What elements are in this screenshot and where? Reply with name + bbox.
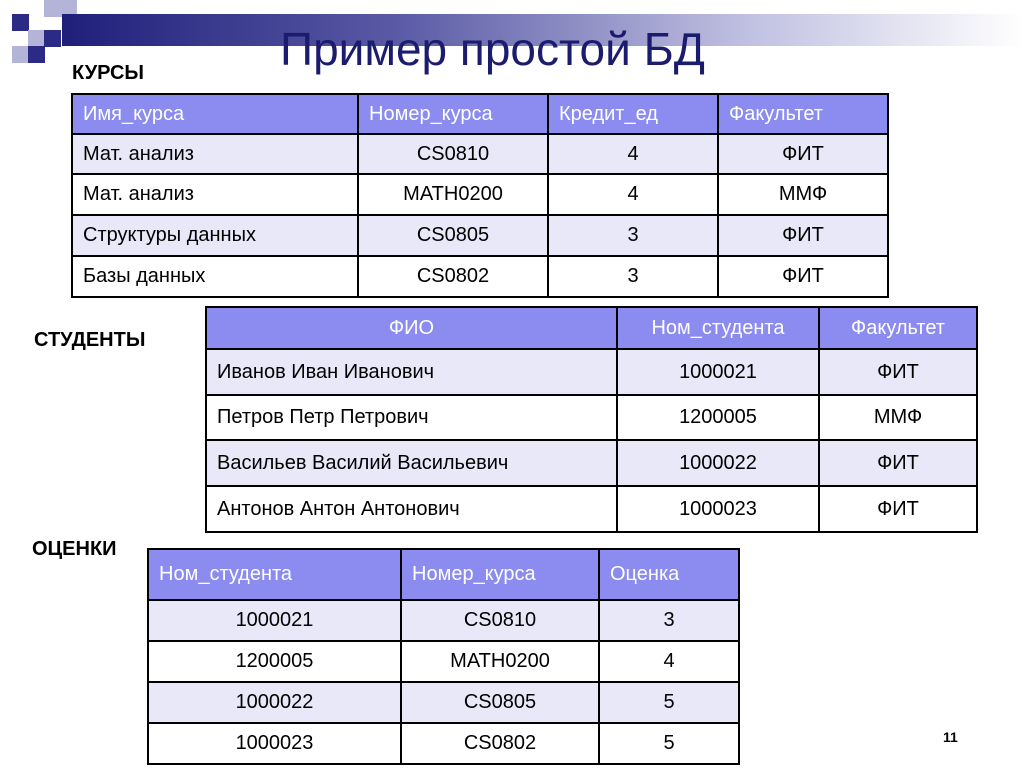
table-cell: ММФ — [718, 174, 888, 215]
column-header: Факультет — [718, 94, 888, 134]
table-cell: 4 — [599, 641, 739, 682]
table-row — [148, 723, 739, 764]
table-row — [206, 395, 977, 440]
table-cell: 1200005 — [617, 395, 819, 440]
table-cell: Антонов Антон Антонович — [206, 486, 617, 532]
decor-square — [28, 46, 45, 63]
table-cell: ФИТ — [718, 134, 888, 174]
students-table — [205, 306, 978, 533]
column-header: Факультет — [819, 307, 977, 349]
decor-square — [12, 46, 29, 63]
table-cell: Структуры данных — [72, 215, 358, 256]
slide-title: Пример простой БД — [280, 23, 705, 75]
column-header: Кредит_ед — [548, 94, 718, 134]
table-cell: Мат. анализ — [72, 134, 358, 174]
table-row — [206, 349, 977, 395]
table-cell: 3 — [548, 256, 718, 297]
table-cell: CS0810 — [401, 600, 599, 641]
table-cell: 1000021 — [148, 600, 401, 641]
table-row — [206, 486, 977, 532]
table-cell: Васильев Василий Васильевич — [206, 440, 617, 486]
table-cell: 1000022 — [617, 440, 819, 486]
courses-table — [71, 93, 889, 298]
table-cell: 1000022 — [148, 682, 401, 723]
table-header-row — [72, 94, 888, 134]
table-cell: 1000021 — [617, 349, 819, 395]
table-row — [72, 134, 888, 174]
table-cell: CS0802 — [401, 723, 599, 764]
students-label: СТУДЕНТЫ — [34, 329, 146, 351]
table-cell: 1200005 — [148, 641, 401, 682]
decor-square — [28, 30, 45, 47]
table-cell: Базы данных — [72, 256, 358, 297]
table-cell: 4 — [548, 174, 718, 215]
decor-square — [44, 30, 61, 47]
table-cell: Петров Петр Петрович — [206, 395, 617, 440]
decor-square — [44, 0, 61, 17]
table-cell: ФИТ — [718, 215, 888, 256]
table-row — [148, 600, 739, 641]
table-header-row — [206, 307, 977, 349]
column-header: Ном_студента — [148, 549, 401, 600]
table-cell: ФИТ — [718, 256, 888, 297]
table-row — [72, 256, 888, 297]
table-row — [206, 440, 977, 486]
table-cell: 5 — [599, 682, 739, 723]
column-header: ФИО — [206, 307, 617, 349]
table-cell: Иванов Иван Иванович — [206, 349, 617, 395]
table-row — [72, 174, 888, 215]
table-cell: 1000023 — [617, 486, 819, 532]
grades-label: ОЦЕНКИ — [32, 538, 117, 560]
grades-table — [147, 548, 740, 765]
column-header: Номер_курса — [358, 94, 548, 134]
table-cell: ФИТ — [819, 486, 977, 532]
column-header: Оценка — [599, 549, 739, 600]
table-cell: 5 — [599, 723, 739, 764]
table-cell: CS0810 — [358, 134, 548, 174]
table-cell: MATH0200 — [358, 174, 548, 215]
column-header: Ном_студента — [617, 307, 819, 349]
table-row — [148, 641, 739, 682]
table-cell: Мат. анализ — [72, 174, 358, 215]
table-cell: ФИТ — [819, 349, 977, 395]
table-cell: MATH0200 — [401, 641, 599, 682]
table-cell: 3 — [548, 215, 718, 256]
column-header: Номер_курса — [401, 549, 599, 600]
page-number: 11 — [943, 729, 958, 745]
table-cell: ММФ — [819, 395, 977, 440]
table-row — [72, 215, 888, 256]
table-cell: ФИТ — [819, 440, 977, 486]
table-cell: CS0802 — [358, 256, 548, 297]
table-cell: CS0805 — [358, 215, 548, 256]
column-header: Имя_курса — [72, 94, 358, 134]
courses-label: КУРСЫ — [72, 62, 145, 84]
table-cell: 1000023 — [148, 723, 401, 764]
decor-square — [12, 14, 29, 31]
table-row — [148, 682, 739, 723]
table-header-row — [148, 549, 739, 600]
table-cell: 3 — [599, 600, 739, 641]
table-cell: CS0805 — [401, 682, 599, 723]
table-cell: 4 — [548, 134, 718, 174]
